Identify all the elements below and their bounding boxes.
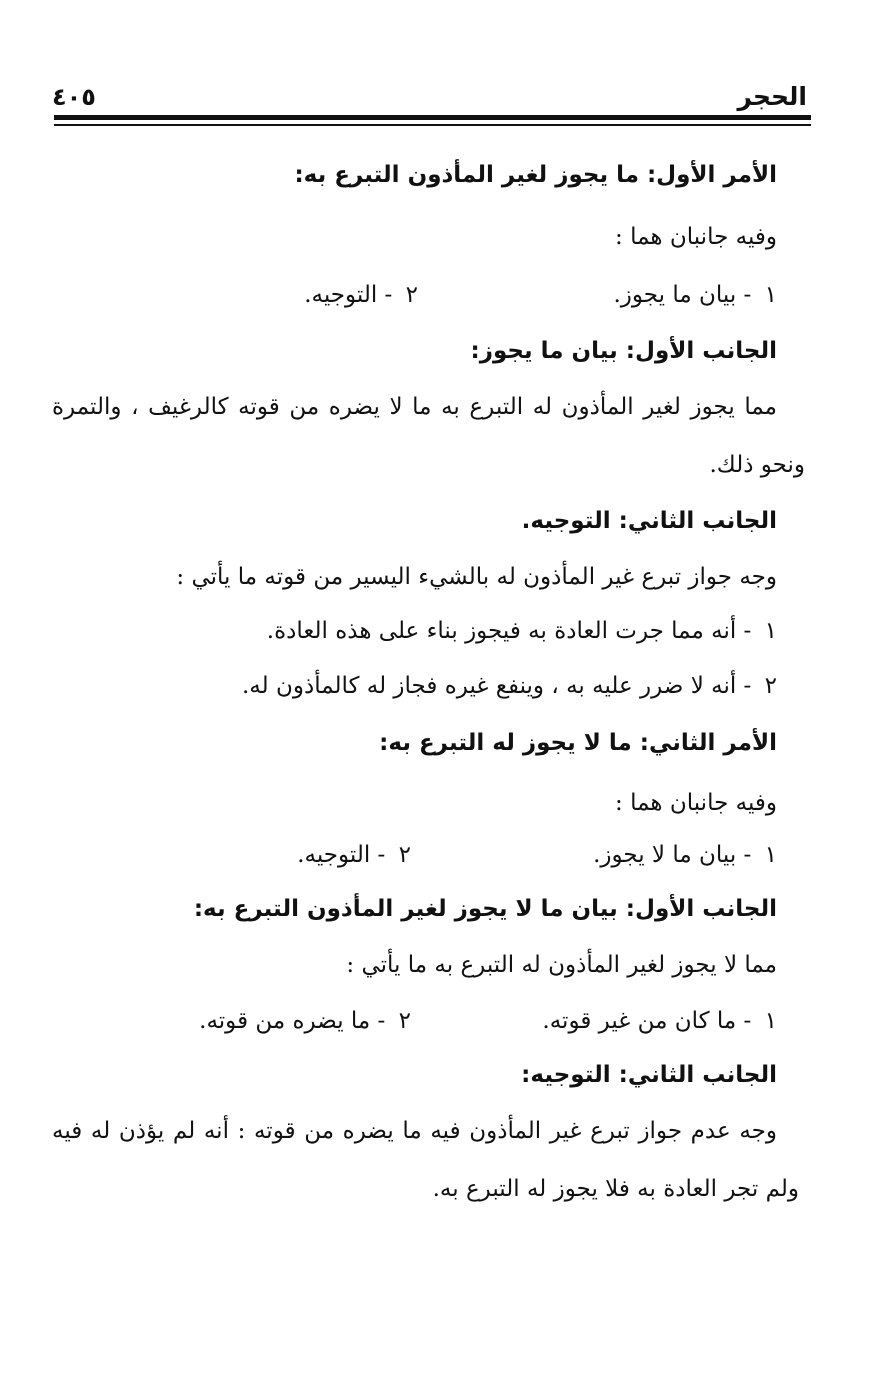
header-rule-thick bbox=[54, 115, 811, 120]
section2-aspect1-intro: مما لا يجوز لغير المأذون له التبرع به ما يأتي : bbox=[346, 952, 777, 978]
section1-item1 bbox=[614, 278, 778, 312]
section1-aspect1-line1: مما يجوز لغير المأذون له التبرع به ما لا يضره من قوته كالرغيف ، والتمرة bbox=[52, 394, 777, 420]
section2-heading: الأمر الثاني: ما لا يجوز له التبرع به: bbox=[379, 730, 777, 756]
section2-intro: وفيه جانبان هما : bbox=[615, 790, 777, 816]
section1-reason2-text: - أنه لا ضرر عليه به ، وينفع غيره فجاز له كالمأذون له. bbox=[242, 673, 752, 699]
section2-aspect2-line2: ولم تجر العادة به فلا يجوز له التبرع به. bbox=[432, 1176, 799, 1202]
section1-item1-text: - بيان ما يجوز. bbox=[613, 282, 752, 308]
section2-item1-text: - بيان ما لا يجوز. bbox=[593, 842, 752, 868]
section1-aspect2-heading: الجانب الثاني: التوجيه. bbox=[521, 508, 777, 534]
section2-aspect2-heading: الجانب الثاني: التوجيه: bbox=[521, 1062, 777, 1088]
section1-reason1 bbox=[267, 614, 777, 648]
section1-item2-text: - التوجيه. bbox=[304, 282, 393, 308]
section2-aspect1-heading: الجانب الأول: بيان ما لا يجوز لغير المأذون التبرع به: bbox=[193, 896, 777, 922]
header-rule-thin bbox=[54, 124, 811, 126]
section2-case2-text: - ما يضره من قوته. bbox=[199, 1008, 386, 1034]
section1-aspect2-intro: وجه جواز تبرع غير المأذون له بالشيء اليسير من قوته ما يأتي : bbox=[176, 564, 777, 590]
section2-item1-number: ١ bbox=[764, 842, 777, 868]
section2-item1 bbox=[593, 838, 777, 872]
section1-reason2 bbox=[242, 669, 777, 703]
section1-heading: الأمر الأول: ما يجوز لغير المأذون التبرع به: bbox=[294, 162, 777, 188]
section1-item2 bbox=[304, 278, 418, 312]
section1-aspect1-line2: ونحو ذلك. bbox=[709, 452, 805, 478]
section2-item2 bbox=[297, 838, 411, 872]
section2-case2 bbox=[199, 1004, 411, 1038]
section1-item1-number: ١ bbox=[764, 282, 777, 308]
section2-item2-number: ٢ bbox=[398, 842, 411, 868]
page-number: ٤٠٥ bbox=[52, 83, 96, 111]
section2-case2-number: ٢ bbox=[398, 1008, 411, 1034]
section2-case1-number: ١ bbox=[764, 1008, 777, 1034]
section2-item2-text: - التوجيه. bbox=[297, 842, 386, 868]
section1-reason1-text: - أنه مما جرت العادة به فيجوز بناء على هذه العادة. bbox=[266, 618, 752, 644]
section1-aspect1-heading: الجانب الأول: بيان ما يجوز: bbox=[470, 338, 777, 364]
section1-reason1-number: ١ bbox=[764, 618, 777, 644]
section2-case1 bbox=[542, 1004, 777, 1038]
section2-case1-text: - ما كان من غير قوته. bbox=[542, 1008, 752, 1034]
section2-aspect2-line1: وجه عدم جواز تبرع غير المأذون فيه ما يضره من قوته : أنه لم يؤذن له فيه bbox=[52, 1118, 777, 1144]
running-title: الحجر bbox=[737, 82, 807, 111]
section1-reason2-number: ٢ bbox=[764, 673, 777, 699]
section1-intro: وفيه جانبان هما : bbox=[615, 224, 777, 250]
section1-item2-number: ٢ bbox=[405, 282, 418, 308]
